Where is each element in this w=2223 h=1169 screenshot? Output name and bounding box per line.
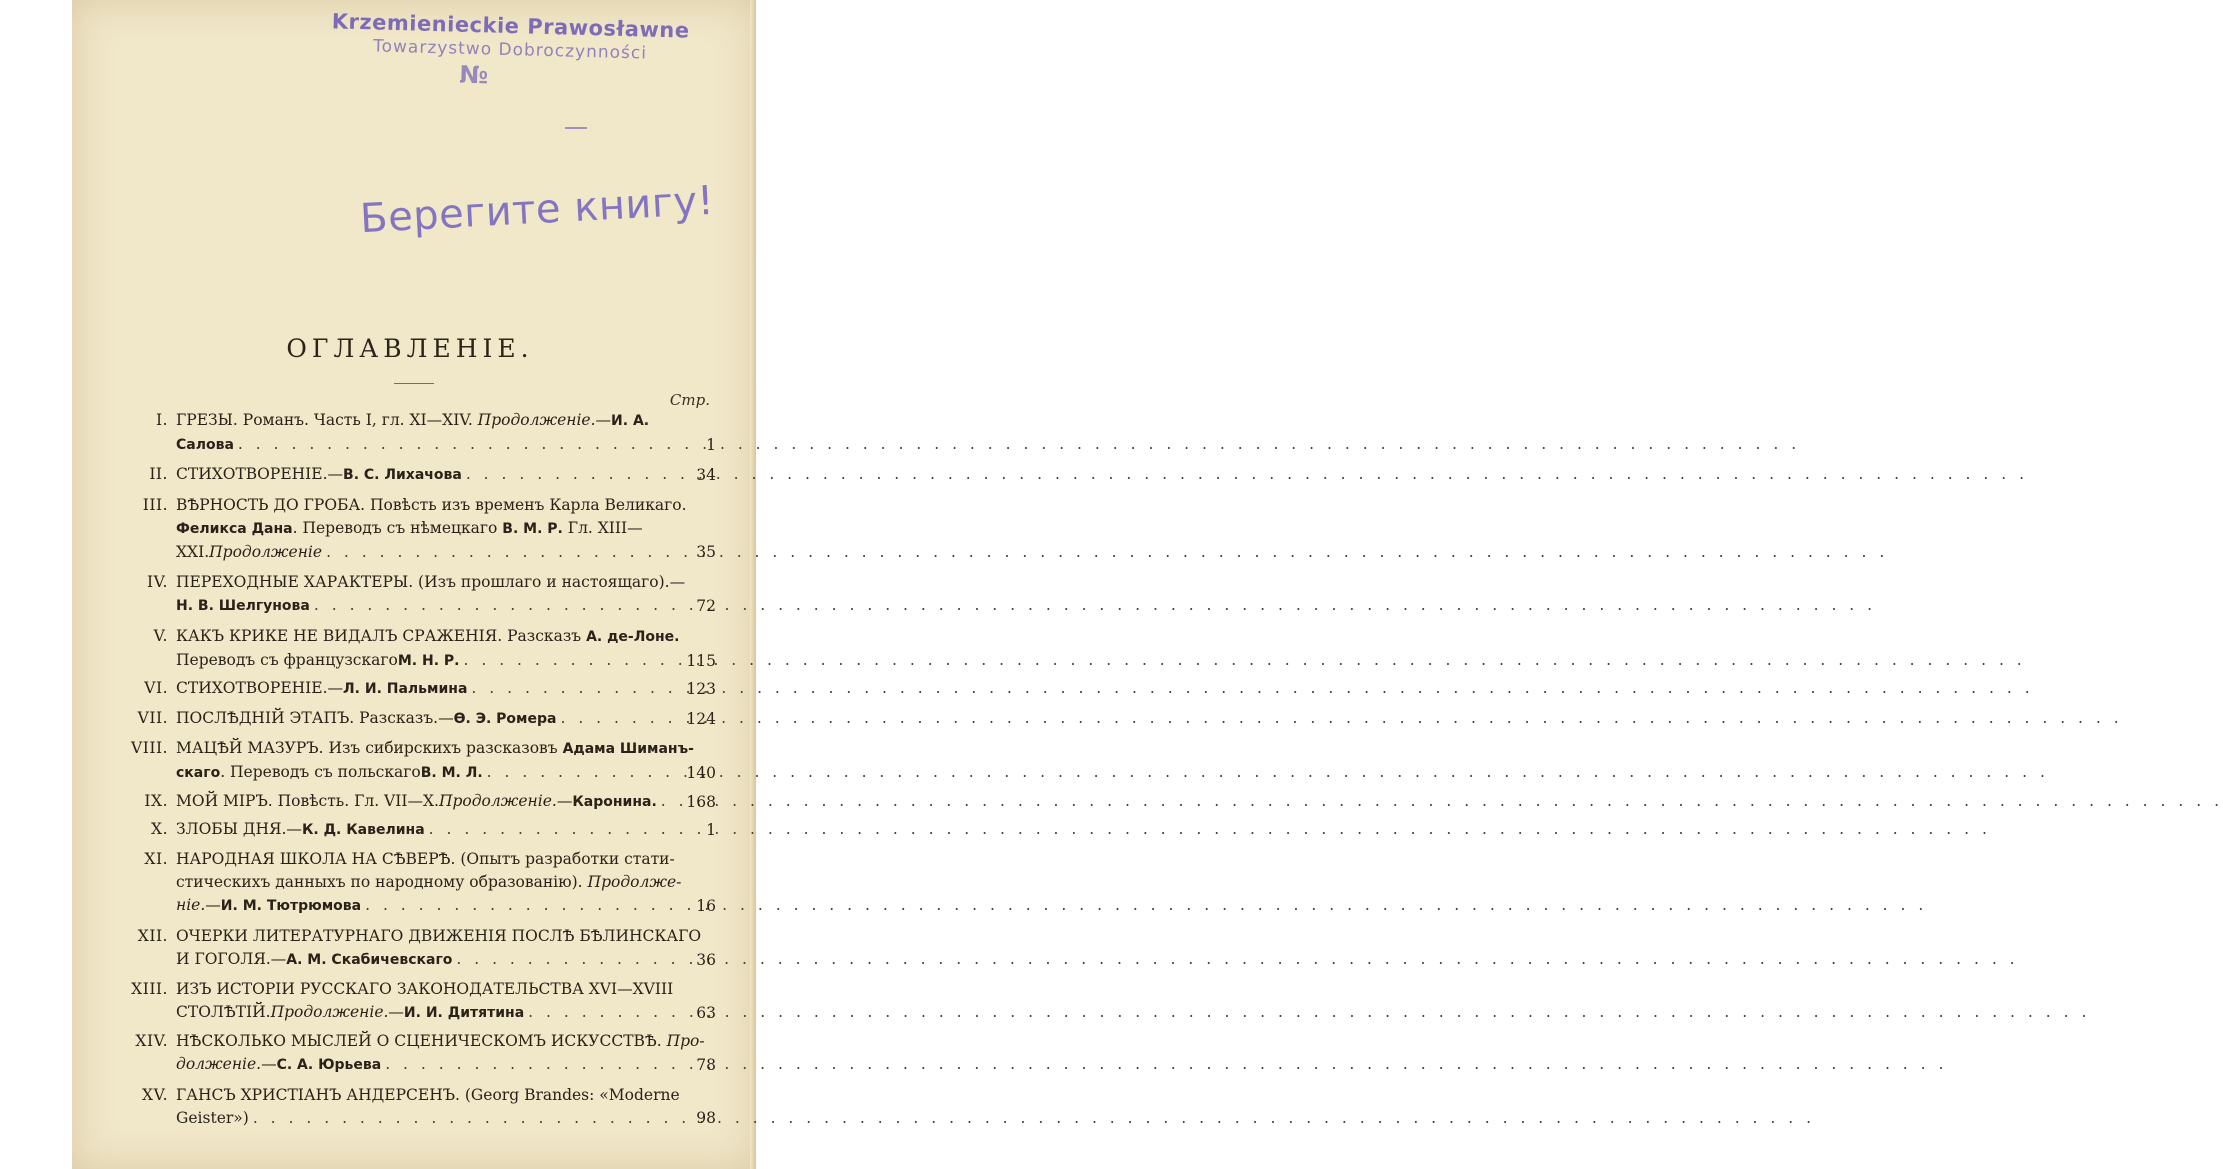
stamp-line-1: Krzemienieckie Prawosławne <box>331 9 690 43</box>
entry-number: III. <box>142 496 168 514</box>
entry-page: 1 <box>706 436 716 454</box>
toc-entry-11[interactable] <box>120 848 716 918</box>
entry-line <box>176 737 694 761</box>
entry-note: Про- <box>666 1032 705 1050</box>
entry-page: 34 <box>696 466 716 484</box>
entry-author: Салова <box>176 437 234 453</box>
entry-number: XIII. <box>131 980 168 998</box>
toc-entry-15[interactable] <box>120 1084 716 1130</box>
toc-entry-12[interactable] <box>120 925 716 972</box>
entry-number: XIV. <box>135 1032 168 1050</box>
entry-body <box>176 494 687 564</box>
entry-body <box>176 463 672 487</box>
entry-title-text: МОЙ МІРЪ. Повѣсть. Гл. VII—X. <box>176 792 439 810</box>
stamp-number-sign: № <box>459 60 489 90</box>
entry-body <box>176 571 686 618</box>
entry-line <box>176 1030 705 1053</box>
toc-entry-2[interactable] <box>120 463 716 487</box>
toc-entry-10[interactable] <box>120 818 716 842</box>
entry-body <box>176 677 672 701</box>
entry-title-text: МАЦѢЙ МАЗУРЪ. Изъ сибирскихъ разсказовъ <box>176 739 563 757</box>
entry-line <box>176 463 672 487</box>
entry-title-text: СТИХОТВОРЕНІЕ.— <box>176 679 344 697</box>
stamp-line-2: Towarzystwo Dobroczynności <box>372 36 648 64</box>
entry-body <box>176 707 672 731</box>
entry-title-text: — <box>595 411 612 429</box>
entry-title-text: ОЧЕРКИ ЛИТЕРАТУРНАГО ДВИЖЕНІЯ ПОСЛѢ БѢЛИНСКАГО <box>176 927 702 945</box>
toc-entry-6[interactable] <box>120 677 716 701</box>
entry-author: Л. И. Пальмина <box>343 681 468 697</box>
entry-author: И. И. Дитятина <box>403 1005 525 1021</box>
contents-heading: ОГЛАВЛЕНІЕ. <box>286 334 534 363</box>
entry-body <box>176 409 672 457</box>
entry-line <box>176 625 680 649</box>
entry-line <box>176 649 672 673</box>
entry-author: Адама Шиманъ- <box>562 741 694 757</box>
entry-note: Продолженіе. <box>438 792 557 810</box>
entry-line <box>176 1001 672 1025</box>
entry-author: И. А. <box>611 413 650 429</box>
entry-page: 35 <box>696 543 716 561</box>
entry-number: IX. <box>144 792 168 810</box>
entry-note: Продолженіе <box>209 543 323 561</box>
entry-author: В. С. Лихачова <box>343 467 462 483</box>
entry-title-text: — <box>556 792 573 810</box>
entry-title-text: — <box>205 896 221 914</box>
entry-title-text: XXI. <box>176 543 210 561</box>
entry-title-text: ИЗЪ ИСТОРІИ РУССКАГО ЗАКОНОДАТЕЛЬСТВА XVI—XVIII <box>176 980 674 998</box>
dot-leader <box>314 594 1876 617</box>
entry-author: А. М. Скабичевскаго <box>286 952 453 968</box>
entry-number: IV. <box>146 573 168 591</box>
dot-leader <box>661 790 2223 813</box>
entry-title-text: ВѢРНОСТЬ ДО ГРОБА. Повѣсть изъ временъ Карла Великаго. <box>176 496 687 514</box>
entry-line <box>176 541 672 564</box>
entry-title-text: КАКЪ КРИКЕ НЕ ВИДАЛЪ СРАЖЕНІЯ. Разсказъ <box>176 627 587 645</box>
entry-title-text: Geister») <box>176 1109 249 1127</box>
entry-page: 1 <box>706 821 716 839</box>
entry-line <box>176 818 672 842</box>
entry-page: 124 <box>686 710 716 728</box>
entry-title-text: . Переводъ съ польскаго <box>220 763 421 781</box>
entry-title-text: . Переводъ съ нѣмецкаго <box>292 519 503 537</box>
entry-title-text: НѢСКОЛЬКО МЫСЛЕЙ О СЦЕНИЧЕСКОМЪ ИСКУССТВѢ. <box>176 1032 667 1050</box>
entry-line <box>176 409 672 433</box>
entry-author: И. М. Тютрюмова <box>220 898 362 914</box>
entry-number: VIII. <box>131 739 168 757</box>
entry-page: 98 <box>696 1109 716 1127</box>
entry-line <box>176 894 672 918</box>
entry-body <box>176 925 702 972</box>
entry-number: VI. <box>144 679 168 697</box>
toc-entry-7[interactable] <box>120 707 716 731</box>
entry-number: V. <box>153 627 168 645</box>
entry-body <box>176 737 694 785</box>
toc-entry-1[interactable] <box>120 409 716 457</box>
dot-leader <box>238 433 1800 456</box>
entry-title-text: стическихъ данныхъ по народному образованію). <box>176 873 588 891</box>
entry-author: Ѳ. Э. Ромера <box>453 711 557 727</box>
entry-page: 63 <box>696 1004 716 1022</box>
entry-line <box>176 761 672 785</box>
entry-line <box>176 1053 672 1077</box>
entry-title-text: — <box>388 1003 404 1021</box>
dot-leader <box>528 1001 2090 1024</box>
entry-note: Продолже- <box>587 873 682 891</box>
entry-body <box>176 1030 705 1077</box>
entry-page: 36 <box>696 951 716 969</box>
entry-title-text: СТОЛѢТІЙ. <box>176 1003 271 1021</box>
entry-note: Продолженіе. <box>477 411 596 429</box>
entry-number: I. <box>155 411 168 429</box>
entry-author: А. де-Лоне. <box>586 629 680 645</box>
entry-note: долженіе. <box>176 1055 262 1073</box>
entry-body <box>176 790 672 814</box>
entry-title-text: ПЕРЕХОДНЫЕ ХАРАКТЕРЫ. (Изъ прошлаго и настоящаго).— <box>176 573 686 591</box>
entry-author: Н. В. Шелгунова <box>176 598 310 614</box>
entry-page: 72 <box>696 597 716 615</box>
toc-entry-4[interactable] <box>120 571 716 618</box>
entry-page: 140 <box>686 764 716 782</box>
dot-leader <box>385 1053 1947 1076</box>
entry-note: Продолженіе. <box>270 1003 389 1021</box>
entry-line <box>176 1107 672 1130</box>
entry-body <box>176 1084 680 1130</box>
entry-number: XII. <box>137 927 168 945</box>
entry-author: скаго <box>176 765 221 781</box>
entry-author: Феликса Дана <box>176 521 293 537</box>
entry-line <box>176 871 682 894</box>
entry-author: М. Н. Р. <box>397 653 460 669</box>
dot-leader <box>365 894 1927 917</box>
entry-author: Каронина. <box>572 794 657 810</box>
entry-line <box>176 948 672 972</box>
entry-author: В. М. Л. <box>420 765 483 781</box>
entry-title-text: ЗЛОБЫ ДНЯ.— <box>176 820 302 838</box>
entry-line <box>176 517 672 541</box>
dot-leader <box>560 707 2122 730</box>
entry-title-text: НАРОДНАЯ ШКОЛА НА СѢВЕРѢ. (Опытъ разработки стати- <box>176 850 675 868</box>
entry-line <box>176 707 672 731</box>
care-stamp: Берегите книгу! <box>359 177 716 243</box>
entry-body <box>176 848 682 918</box>
entry-page: 168 <box>686 793 716 811</box>
entry-body <box>176 978 672 1025</box>
entry-title-text: ПОСЛѢДНІЙ ЭТАПЪ. Разсказъ.— <box>176 709 454 727</box>
toc-entry-14[interactable] <box>120 1030 716 1077</box>
entry-line <box>176 433 672 457</box>
entry-page: 115 <box>686 652 716 670</box>
entry-body <box>176 625 680 673</box>
dot-leader <box>253 1107 1815 1130</box>
dot-leader <box>487 761 2049 784</box>
entry-body <box>176 818 672 842</box>
entry-title-text: ГАНСЪ ХРИСТІАНЪ АНДЕРСЕНЪ. (Georg Brandes: «Moderne <box>176 1086 680 1104</box>
dot-leader <box>326 541 1888 564</box>
entry-number: XI. <box>144 850 168 868</box>
entry-number: II. <box>149 465 168 483</box>
entry-title-text: И ГОГОЛЯ.— <box>176 950 287 968</box>
entry-number: VII. <box>137 709 168 727</box>
toc-entry-5[interactable] <box>120 625 716 673</box>
page-column-label: Стр. <box>669 391 710 409</box>
entry-title-text: — <box>261 1055 277 1073</box>
dot-leader <box>429 818 1991 841</box>
entry-note: ніе. <box>176 896 206 914</box>
table-of-contents <box>0 0 827 1169</box>
entry-author: С. А. Юрьева <box>276 1057 382 1073</box>
entry-author: К. Д. Кавелина <box>301 822 425 838</box>
toc-entry-13[interactable] <box>120 978 716 1025</box>
entry-page: 78 <box>696 1056 716 1074</box>
entry-number: X. <box>151 820 168 838</box>
toc-entry-9[interactable] <box>120 790 716 814</box>
entry-title-text: СТИХОТВОРЕНІЕ.— <box>176 465 344 483</box>
entry-author: В. М. Р. <box>502 521 563 537</box>
entry-page: 123 <box>686 680 716 698</box>
toc-entry-3[interactable] <box>120 494 716 564</box>
entry-line <box>176 677 672 701</box>
toc-entry-8[interactable] <box>120 737 716 785</box>
entry-number: XV. <box>142 1086 168 1104</box>
entry-title-text: Гл. XIII— <box>562 519 643 537</box>
entry-page: 16 <box>696 897 716 915</box>
entry-title-text: ГРЕЗЫ. Романъ. Часть I, гл. XI—XIV. <box>176 411 478 429</box>
entry-line <box>176 790 672 814</box>
entry-line <box>176 594 672 618</box>
entry-title-text: Переводъ съ французскаго <box>176 651 398 669</box>
